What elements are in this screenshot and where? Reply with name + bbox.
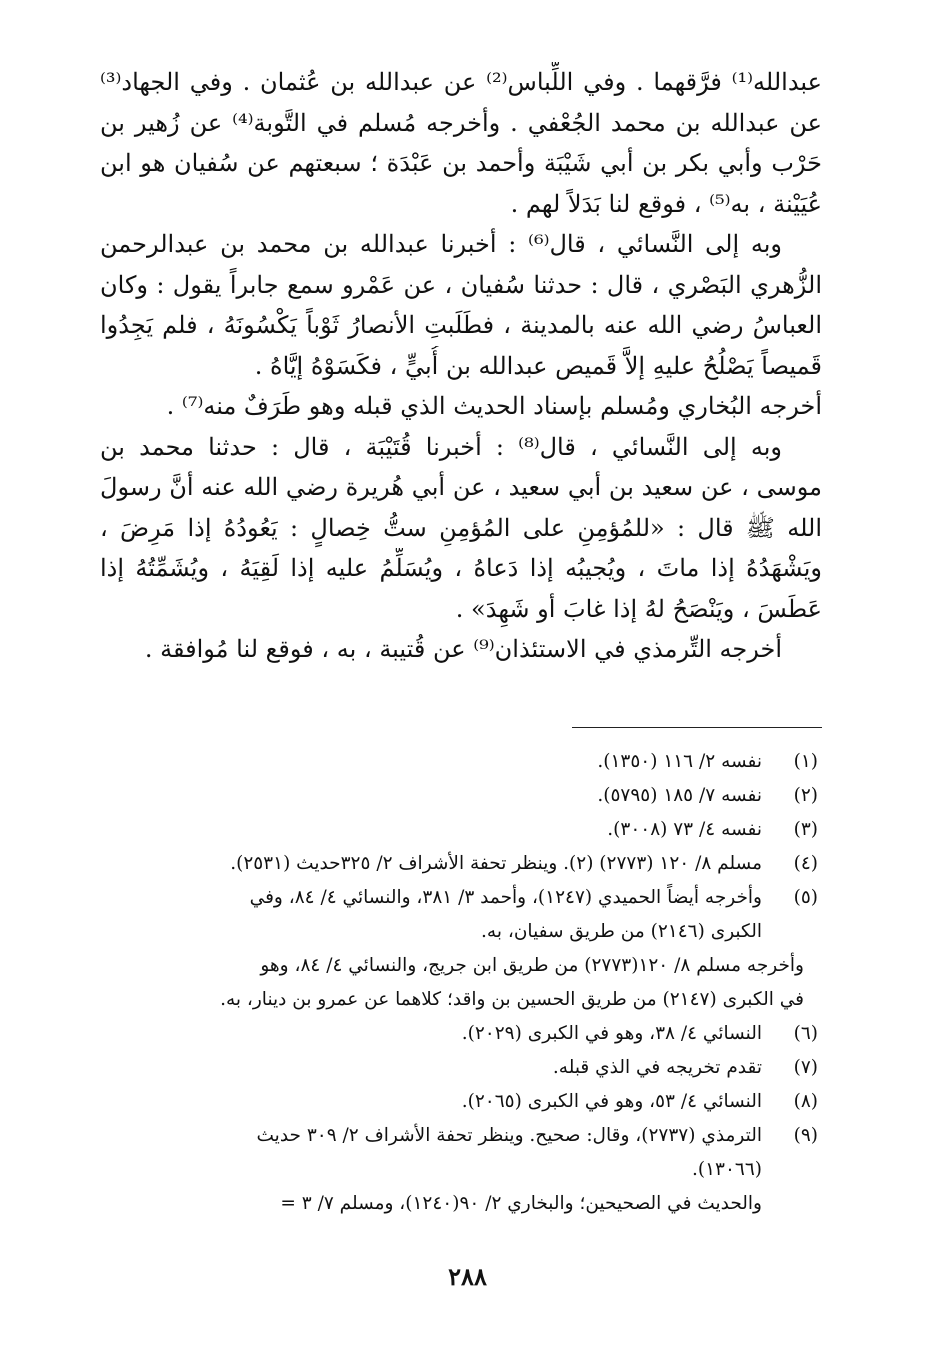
text-line: قَميصاً يَصْلُحُ عليهِ إلاَّ قَميص عبدالله بن أُبيٍّ ، فكَسَوْهُ إيَّاهُ . [254,351,822,380]
footnote-text: النسائي ٤/ ٥٣، وهو في الكبرى (٢٠٦٥). [461,1091,762,1112]
footnote-text: مسلم ٨/ ١٢٠ (٢٧٧٣) (٢). وينظر تحفة الأشراف ٢/ ٣٢٥حديث (٢٥٣١). [230,853,762,874]
footnote-continuation: (١٣٠٦٦). [691,1159,762,1180]
footnote-item [96,847,818,881]
text-line: موسى ، عن سعيد بن أبي سعيد ، عن أبي هُريرة رضي الله عنه أنَّ رسولَ [100,473,822,501]
footnote-number: (٦) [793,1023,818,1044]
footnote-number: (٨) [793,1091,818,1112]
footnote-item [96,1051,818,1085]
text-line: ويَشْهَدُهُ إذا ماتَ ، ويُجيبُه إذا دَعاهُ ، ويُسَلِّمُ عليه إذا لَقِيَهُ ، ويُشَمِّتُهُ إذا [100,554,822,582]
footnote-number: (٧) [793,1057,818,1078]
footnote-number: (١) [793,751,818,772]
text-line: حَرْب وأبي بكر بن أبي شَيْبَة وأحمد بن عَبْدَة ؛ سبعتهم عن سُفيان هو ابن [100,149,822,177]
text-line: الزُّهري البَصْري ، قال : حدثنا سُفيان ، عن عَمْرو سمع جابراً يقول : وكان [100,270,822,299]
footnote-separator [572,727,822,728]
footnote-continuation: والحديث في الصحيحين؛ والبخاري ٢/ ٩٠(١٢٤٠)، ومسلم ٧/ ٣ = [280,1193,762,1214]
footnote-continuation: وأخرجه مسلم ٨/ ١٢٠(٢٧٧٣) من طريق ابن جريج، والنسائي ٤/ ٨٤، وهو [260,955,804,976]
footnotes [96,745,818,1221]
footnote-text: نفسه ٢/ ١١٦ (١٣٥٠). [597,751,762,772]
page-number: ٢٨٨ [448,1262,487,1291]
footnote-number: (٢) [793,785,818,806]
text-line: عَطَسَ ، ويَنْصَحُ لهُ إذا غابَ أو شَهِدَ» . [455,594,822,623]
text-line: الله ﷺ قال : «للمُؤمِنِ على المُؤمِنِ ستُّ خِصالٍ : يَعُودُهُ إذا مَرِضَ ، [100,513,822,542]
footnote-text: تقدم تخريجه في الذي قبله. [552,1057,762,1078]
footnote-number: (٥) [793,887,818,908]
text-line: عُيَيْنة ، به⁽⁵⁾ ، فوقع لنا بَدَلاً لهم . [510,189,822,218]
footnote-number: (٣) [793,819,818,840]
footnote-item [96,1119,818,1153]
footnote-item [96,779,818,813]
footnote-item [96,881,818,915]
footnote-item [96,745,818,779]
footnote-item [96,1017,818,1051]
footnote-continuation: الكبرى (٢١٤٦) من طريق سفيان، به. [481,921,762,942]
footnote-item [96,813,818,847]
paragraph-start-line: أخرجه التِّرمذي في الاستئذان⁽⁹⁾ عن قُتيبة ، به ، فوقع لنا مُوافقة . [144,635,782,663]
text-line: العباسُ رضي الله عنه بالمدينة ، فطَلَبتِ الأنصارُ ثَوْباً يَكْسُونَهُ ، فلم يَجِدُوا [100,311,822,339]
text-line: أخرجه البُخاري ومُسلم بإسناد الحديث الذي قبله وهو طَرَفٌ منه⁽⁷⁾ . [166,392,822,420]
text-line: عبدالله⁽¹⁾ فرَّقهما . وفي اللِّباس⁽²⁾ عن عبدالله بن عُثمان . وفي الجهاد⁽³⁾ [100,68,822,96]
footnote-continuation: في الكبرى (٢١٤٧) من طريق الحسين بن واقد؛ كلاهما عن عمرو بن دينار، به. [220,989,804,1010]
text-line: عن عبدالله بن محمد الجُعْفي . وأخرجه مُسلم في التَّوبة⁽⁴⁾ عن زُهير بن [100,108,822,137]
footnote-text: الترمذي (٢٧٣٧)، وقال: صحيح. وينظر تحفة الأشراف ٢/ ٣٠٩ حديث [256,1125,762,1146]
footnote-text: نفسه ٧/ ١٨٥ (٥٧٩٥). [597,785,762,806]
footnote-number: (٤) [793,853,818,874]
footnote-item [96,1085,818,1119]
footnote-number: (٩) [793,1125,818,1146]
footnote-text: نفسه ٤/ ٧٣ (٣٠٠٨). [607,819,762,840]
footnote-text: النسائي ٤/ ٣٨، وهو في الكبرى (٢٠٢٩). [461,1023,762,1044]
paragraph-start-line: وبه إلى النَّسائي ، قال⁽⁸⁾ : أخبرنا قُتَيْبَة ، قال : حدثنا محمد بن [100,432,782,461]
footnote-text: وأخرجه أيضاً الحميدي (١٢٤٧)، وأحمد ٣/ ٣٨١، والنسائي ٤/ ٨٤، وفي [249,887,762,908]
paragraph-start-line: وبه إلى النَّسائي ، قال⁽⁶⁾ : أخبرنا عبدالله بن محمد بن عبدالرحمن [100,230,782,258]
main-text [100,62,822,670]
